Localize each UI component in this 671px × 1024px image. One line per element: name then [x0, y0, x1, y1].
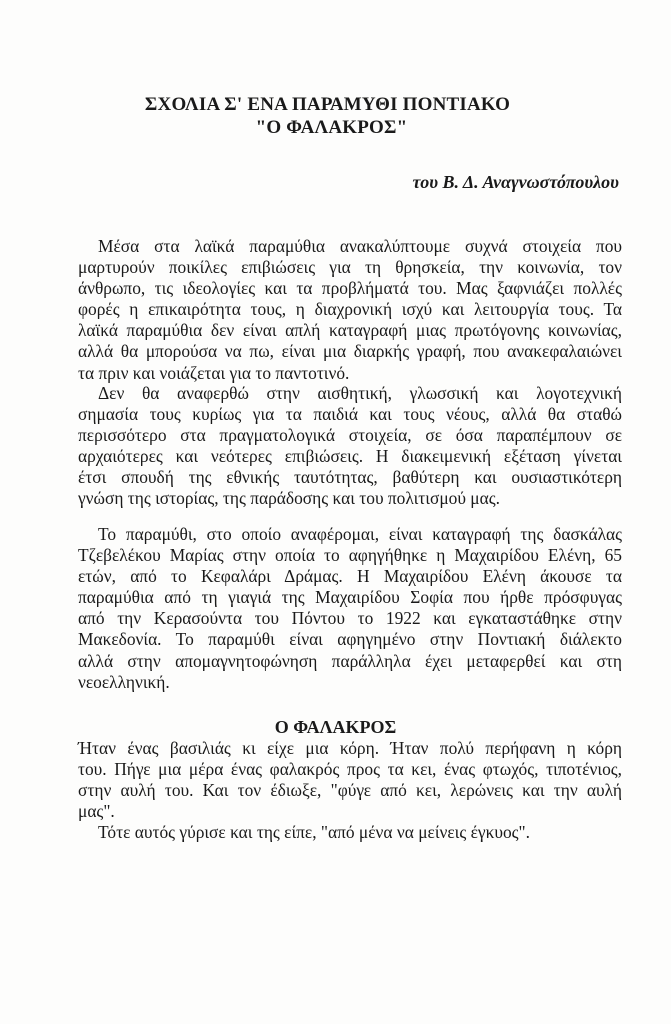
- text-line: νεοελληνική.: [78, 671, 170, 692]
- text-line: Τζεβελέκου Μαρίας στην οποία το αφηγήθηκε η Μαχαιρίδου Ελένη, 65: [78, 545, 622, 566]
- story-line: Ήταν ένας βασιλιάς κι είχε μια κόρη. Ήταν πολύ περήφανη η κόρη: [78, 738, 622, 758]
- text-line: παραμύθια από τη γιαγιά της Μαχαιρίδου Σοφία που ήρθε πρόσφυγας: [78, 587, 622, 608]
- story-line: μας".: [78, 801, 115, 822]
- document-subtitle: "Ο ΦΑΛΑΚΡΟΣ": [255, 117, 408, 138]
- paragraph-intro: [78, 236, 622, 384]
- text-line: τα πριν και νοιάζεται για το παντοτινό.: [78, 362, 350, 383]
- text-line: από την Κερασούντα του Πόντου το 1922 και εγκαταστάθηκε στην: [78, 608, 622, 629]
- story-line: του. Πήγε μια μέρα ένας φαλακρός προς τα κει, ένας φτωχός, τιποτένιος,: [78, 759, 622, 780]
- text-line: άνθρωπο, τις ιδεολογίες και τα προβλήματά του. Μας ξαφνιάζει πολλές: [78, 278, 622, 299]
- text-line: σημασία τους κυρίως για τα παιδιά και τους νέους, αλλά θα σταθώ: [78, 404, 622, 425]
- paragraph-focus: [78, 383, 622, 510]
- document-title: ΣΧΟΛΙΑ Σ' ΕΝΑ ΠΑΡΑΜΥΘΙ ΠΟΝΤΙΑΚΟ: [144, 94, 511, 115]
- story-line: στην αυλή του. Και τον έδιωξε, "φύγε από κει, λερώνεις και την αυλή: [78, 780, 622, 801]
- author-byline: του Β. Δ. Αναγνωστόπουλου: [412, 172, 619, 192]
- text-line: γνώση της ιστορίας, της παράδοσης και του πολιτισμού μας.: [78, 488, 500, 509]
- text-line: Μακεδονία. Το παραμύθι είναι αφηγημένο στην Ποντιακή διάλεκτο: [78, 629, 622, 650]
- text-line: λαϊκά παραμύθια δεν είναι απλή καταγραφή μιας πρωτόγονης κοινωνίας,: [78, 320, 622, 341]
- text-line: Μέσα στα λαϊκά παραμύθια ανακαλύπτουμε συχνά στοιχεία που: [98, 236, 622, 256]
- text-line: ετών, από το Κεφαλάρι Δράμας. Η Μαχαιρίδου Ελένη άκουσε τα: [78, 566, 622, 587]
- paragraph-source: [78, 524, 622, 693]
- story-heading: Ο ΦΑΛΑΚΡΟΣ: [274, 717, 397, 737]
- story-line: Τότε αυτός γύρισε και της είπε, "από μένα να μείνεις έγκυος".: [98, 822, 530, 843]
- story-text: [78, 738, 622, 843]
- text-line: αρχαιότερες και νεότερες επιβιώσεις. Η διακειμενική εξέταση γίνεται: [78, 446, 622, 467]
- text-line: μαρτυρούν ποικίλες επιβιώσεις για τη θρησκεία, την κοινωνία, τον: [78, 257, 622, 278]
- text-line: Το παραμύθι, στο οποίο αναφέρομαι, είναι καταγραφή της δασκάλας: [98, 524, 622, 544]
- text-line: έτσι σπουδή της εθνικής ταυτότητας, βαθύτερη και ουσιαστικότερη: [78, 467, 622, 488]
- text-line: Δεν θα αναφερθώ στην αισθητική, γλωσσική και λογοτεχνική: [98, 383, 622, 403]
- text-line: περισσότερο στα πραγματολογικά στοιχεία, σε όσα παραπέμπουν σε: [78, 425, 622, 446]
- text-line: φορές η επικαιρότητα τους, η διαχρονική ισχύ και λειτουργία τους. Τα: [78, 299, 622, 320]
- text-line: αλλά στην απομαγνητοφώνηση παράλληλα έχει μεταφερθεί και στη: [78, 650, 622, 671]
- text-line: αλλά θα μπορούσα να πω, είναι μια διαρκής γραφή, που ανακεφαλαιώνει: [78, 341, 622, 362]
